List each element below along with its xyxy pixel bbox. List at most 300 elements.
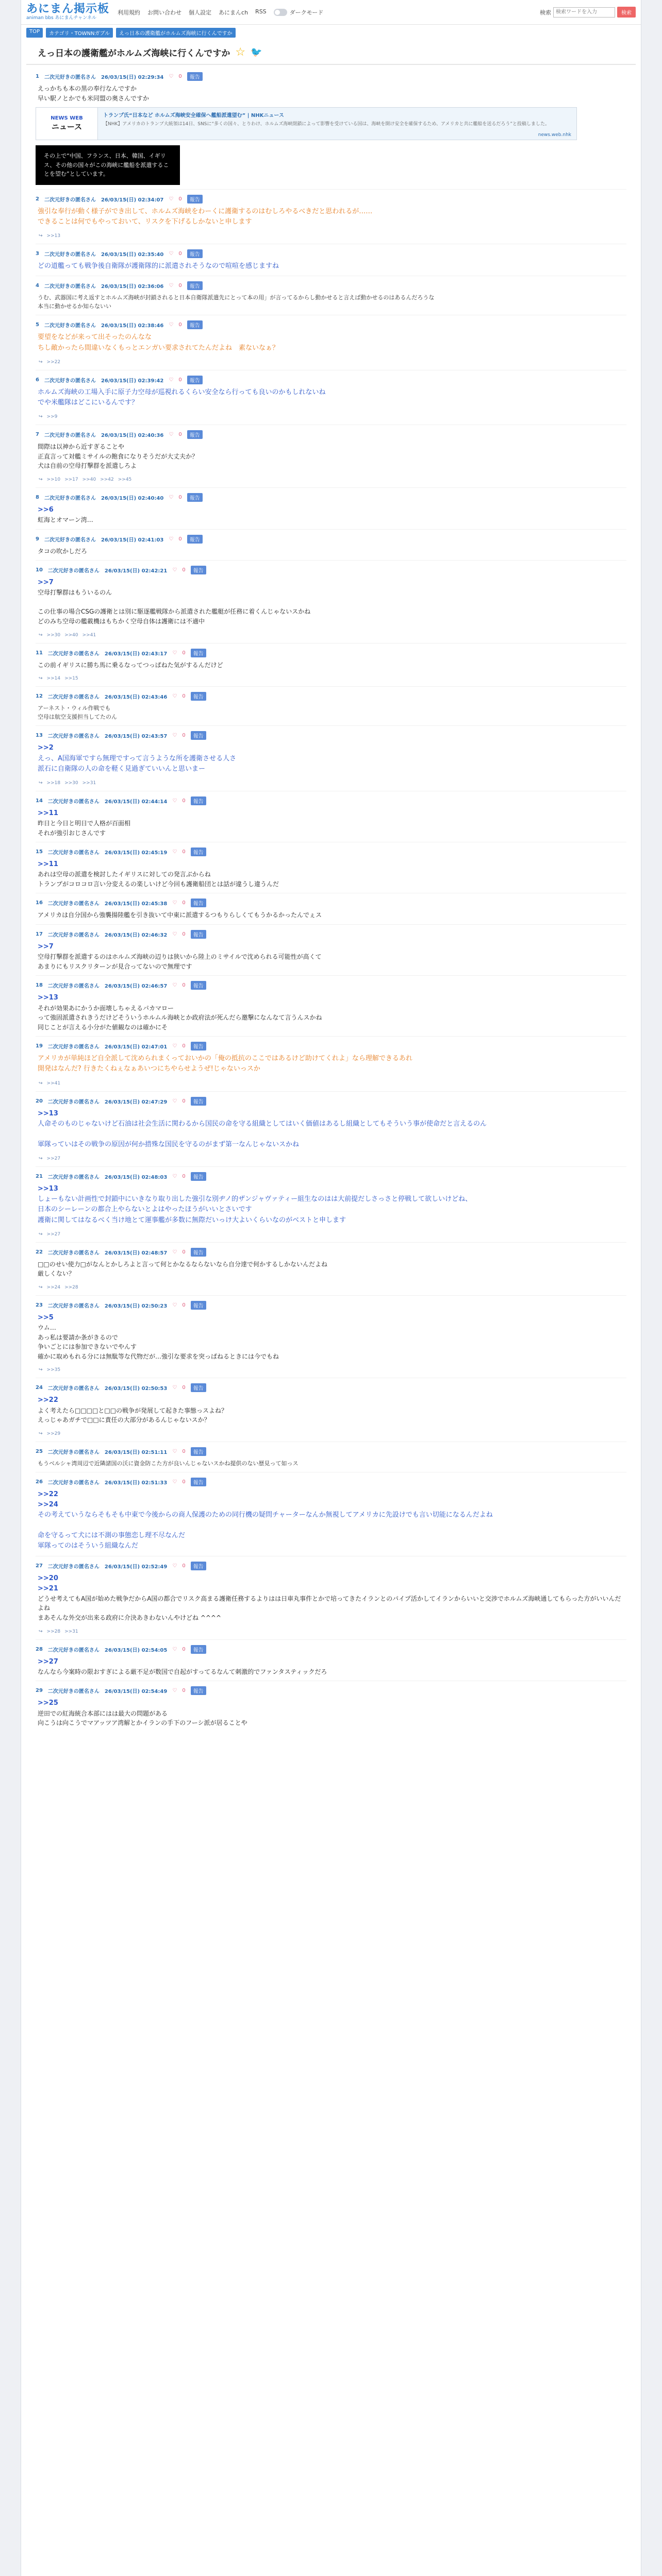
reply-link[interactable]: >>30 xyxy=(64,780,78,786)
post-text-line: それが強引おじさんです xyxy=(38,829,106,837)
post-text-line: 向こうは向こうでマアッツア湾解とかイランの手下のフーシ派が居ることや xyxy=(38,1719,247,1727)
post-body xyxy=(38,578,626,626)
report-button[interactable]: 報告 xyxy=(187,535,203,544)
post-date: 26/03/15(日) 02:52:49 xyxy=(104,1564,168,1570)
post-date: 26/03/15(日) 02:45:19 xyxy=(104,850,168,856)
post-meta xyxy=(36,1686,626,1695)
post-body xyxy=(38,1698,626,1727)
like-icon[interactable]: ♡ xyxy=(172,849,177,855)
reply-link[interactable]: >>35 xyxy=(46,1367,61,1373)
like-icon[interactable]: ♡ xyxy=(172,1479,177,1485)
nav-contact[interactable]: お問い合わせ xyxy=(147,9,182,16)
reply-arrow-icon: ↪ xyxy=(39,676,43,682)
site-logo[interactable] xyxy=(26,4,109,21)
post-date: 26/03/15(日) 02:40:40 xyxy=(101,495,164,501)
nav-settings[interactable]: 個人設定 xyxy=(189,9,212,16)
post-body xyxy=(38,704,626,721)
like-count: 0 xyxy=(182,1043,186,1049)
post-author: 二次元好きの匿名さん xyxy=(44,197,96,203)
like-icon[interactable]: ♡ xyxy=(172,900,177,906)
reply-anchor-link[interactable]: >>7 xyxy=(38,943,54,951)
reply-link[interactable]: >>10 xyxy=(46,477,61,482)
like-icon[interactable]: ♡ xyxy=(172,650,177,656)
post-date: 26/03/15(日) 02:41:03 xyxy=(101,537,164,543)
logo-title: あにまん掲示板 xyxy=(26,3,110,15)
post-text-line: 人命そのものじゃないけど石油は社会生活に関わるから国民の命を守る組織としてはいく価値はあるし組織としてもそういう事が使命だと言えるのん xyxy=(38,1120,487,1128)
post-text-line: 日本のシーレーンの都合上やらないとよはやったほうがいいとさいです xyxy=(38,1206,252,1214)
post-text-line: 軍隊ってのはそういう組織なんだ xyxy=(38,1542,139,1550)
post xyxy=(36,842,626,893)
like-icon[interactable]: ♡ xyxy=(169,74,174,79)
reply-link[interactable]: >>13 xyxy=(46,233,61,239)
like-icon[interactable]: ♡ xyxy=(169,432,174,438)
like-icon[interactable]: ♡ xyxy=(169,196,174,202)
post xyxy=(36,686,626,725)
post-number[interactable]: 25 xyxy=(36,1448,43,1454)
post-date: 26/03/15(日) 02:42:21 xyxy=(104,568,168,574)
reply-link[interactable]: >>40 xyxy=(82,477,96,482)
reply-link[interactable]: >>24 xyxy=(46,1284,61,1290)
post-number[interactable]: 15 xyxy=(36,849,43,855)
like-icon[interactable]: ♡ xyxy=(172,982,177,989)
reply-anchor-link[interactable]: >>6 xyxy=(38,505,54,514)
thread-title: えっ日本の護衛艦がホルムズ海峡に行くんですか xyxy=(38,48,230,59)
reply-anchor-link[interactable]: >>22 xyxy=(38,1490,58,1498)
like-icon[interactable]: ♡ xyxy=(172,798,177,804)
like-count: 0 xyxy=(182,900,186,906)
post-number[interactable]: 12 xyxy=(36,693,43,700)
report-button[interactable]: 報告 xyxy=(191,731,206,740)
post xyxy=(36,1036,626,1091)
top-nav xyxy=(118,8,267,16)
post-body xyxy=(38,1313,626,1362)
post-date: 26/03/15(日) 02:54:49 xyxy=(104,1689,168,1695)
like-icon[interactable]: ♡ xyxy=(169,536,174,542)
quote-image-box xyxy=(36,145,180,185)
post-meta xyxy=(36,981,626,990)
reply-arrow-icon: ↪ xyxy=(39,632,43,638)
report-button[interactable]: 報告 xyxy=(191,1042,206,1050)
report-button[interactable]: 報告 xyxy=(191,1562,206,1570)
link-preview-text xyxy=(98,108,576,140)
reply-arrow-icon: ↪ xyxy=(39,414,43,420)
like-icon[interactable]: ♡ xyxy=(172,1385,177,1391)
post-number[interactable]: 5 xyxy=(36,322,39,328)
post-author: 二次元好きの匿名さん xyxy=(44,323,96,329)
post-body xyxy=(38,442,626,471)
post-number[interactable]: 17 xyxy=(36,931,43,938)
breadcrumb-top[interactable]: TOP xyxy=(26,28,43,38)
reply-anchor-link[interactable]: >>7 xyxy=(38,579,54,587)
favorite-star-icon[interactable]: ☆ xyxy=(235,46,246,59)
post-meta xyxy=(36,848,626,856)
reply-link[interactable]: >>31 xyxy=(82,780,96,786)
reply-anchor-link[interactable]: >>13 xyxy=(38,1109,58,1117)
nhk-logo-top: NEWS WEB xyxy=(51,115,83,122)
post-text-line: しょーもない計画性で封鎖中にいきなり取り出した強引な別ヂノ的ザンジャヴァティー組生なのはは大前提だしさっさと停戦して欲しいけどね、 xyxy=(38,1195,472,1204)
reply-link[interactable]: >>9 xyxy=(46,414,58,420)
page xyxy=(21,0,641,2576)
reply-link[interactable]: >>22 xyxy=(46,359,61,365)
post-body xyxy=(38,387,626,408)
post-author: 二次元好きの匿名さん xyxy=(44,433,96,439)
post-meta xyxy=(36,1562,626,1570)
post xyxy=(36,893,626,924)
post xyxy=(36,315,626,369)
post-date: 26/03/15(日) 02:45:38 xyxy=(104,901,168,907)
post-number[interactable]: 1 xyxy=(36,74,39,79)
reply-link[interactable]: >>18 xyxy=(46,780,61,786)
report-button[interactable]: 報告 xyxy=(187,320,203,329)
post-body xyxy=(38,261,626,272)
report-button[interactable]: 報告 xyxy=(187,376,203,384)
like-count: 0 xyxy=(178,432,182,438)
post-meta xyxy=(36,249,626,258)
like-icon[interactable]: ♡ xyxy=(172,733,177,739)
like-count: 0 xyxy=(182,1448,186,1454)
post-author: 二次元好きの匿名さん xyxy=(47,1480,100,1486)
post-number[interactable]: 19 xyxy=(36,1043,43,1049)
report-button[interactable]: 報告 xyxy=(191,1478,206,1486)
reply-links xyxy=(39,676,626,681)
reply-links xyxy=(39,1431,626,1436)
reply-arrow-icon: ↪ xyxy=(39,1231,43,1237)
like-count: 0 xyxy=(178,536,182,542)
post-text-line: えっかちも本の黒の奉行なんですか xyxy=(38,85,137,92)
post-body xyxy=(38,505,626,525)
post-text-line: どの道艦っても戦争後自衛隊が護衛隊的に派遣されそうなので喧喧を感じますね xyxy=(38,262,279,270)
post-meta xyxy=(36,566,626,574)
like-icon[interactable]: ♡ xyxy=(172,1688,177,1694)
report-button[interactable]: 報告 xyxy=(187,281,203,290)
like-count: 0 xyxy=(178,377,182,383)
report-button[interactable]: 報告 xyxy=(191,1248,206,1257)
like-icon[interactable]: ♡ xyxy=(169,322,174,328)
post-body xyxy=(38,910,626,920)
reply-link[interactable]: >>40 xyxy=(64,632,78,638)
post-date: 26/03/15(日) 02:29:34 xyxy=(101,75,164,80)
post-author: 二次元好きの匿名さん xyxy=(47,850,100,856)
reply-anchor-link[interactable]: >>13 xyxy=(38,994,58,1002)
like-count: 0 xyxy=(182,1174,186,1180)
report-button[interactable]: 報告 xyxy=(191,1383,206,1392)
like-count: 0 xyxy=(178,74,182,79)
reply-anchor-link[interactable]: >>11 xyxy=(38,860,58,869)
reply-anchor-link[interactable]: >>20 xyxy=(38,1574,58,1582)
reply-link[interactable]: >>30 xyxy=(46,632,61,638)
report-button[interactable]: 報告 xyxy=(191,692,206,701)
post-text-line: アメリカは自分国から強襲揚陸艦を引き抜いて中東に派遣するつもりらしくてもうかるかったんでぇス xyxy=(38,911,322,919)
post-number[interactable]: 27 xyxy=(36,1563,43,1569)
reply-links xyxy=(39,233,626,239)
report-button[interactable]: 報告 xyxy=(187,72,203,81)
like-icon[interactable]: ♡ xyxy=(172,1098,177,1104)
post-number[interactable]: 13 xyxy=(36,733,43,739)
post-author: 二次元好きの匿名さん xyxy=(47,901,100,907)
post-body xyxy=(38,859,626,889)
like-icon[interactable]: ♡ xyxy=(172,1174,177,1180)
search-box xyxy=(540,7,636,18)
reply-anchor-link[interactable]: >>22 xyxy=(38,1396,58,1404)
like-count: 0 xyxy=(182,931,186,938)
post-body xyxy=(38,808,626,838)
report-button[interactable]: 報告 xyxy=(191,848,206,856)
post-date: 26/03/15(日) 02:54:05 xyxy=(104,1647,168,1653)
post-number[interactable]: 21 xyxy=(36,1174,43,1180)
post-author: 二次元好きの匿名さん xyxy=(44,284,96,290)
reply-link[interactable]: >>14 xyxy=(46,676,61,682)
post-number[interactable]: 4 xyxy=(36,283,39,289)
post-number[interactable]: 26 xyxy=(36,1479,43,1485)
post xyxy=(36,529,626,561)
post-text-line: 間際は以神から近すぎることや xyxy=(38,443,125,451)
like-count: 0 xyxy=(178,494,182,500)
post-text-line: 開発はなんだ? 行きたくねぇなぁあいつにちやらせようぜ!じゃないっスか xyxy=(38,1065,260,1073)
post-meta xyxy=(36,1383,626,1392)
reply-link[interactable]: >>45 xyxy=(118,477,132,482)
post-text-line: アーネスト・ウィル作戦でも xyxy=(38,705,111,712)
report-button[interactable]: 報告 xyxy=(191,649,206,657)
post-text-line: でや米艦隊はどこにいるんです？ xyxy=(38,398,139,406)
post-date: 26/03/15(日) 02:46:32 xyxy=(104,933,168,939)
post-meta xyxy=(36,376,626,384)
thread-title-bar xyxy=(26,41,636,65)
report-button[interactable]: 報告 xyxy=(191,566,206,574)
like-count: 0 xyxy=(182,567,186,573)
nav-animanch[interactable]: あにまんch xyxy=(219,9,249,16)
report-button[interactable]: 報告 xyxy=(187,430,203,439)
post-meta xyxy=(36,796,626,805)
post-text-line: まあそんな外交が出来る政府に介決あきわないんやけどね ^^^^ xyxy=(38,1614,222,1622)
reply-anchor-link[interactable]: >>13 xyxy=(38,1185,58,1193)
report-button[interactable]: 報告 xyxy=(191,796,206,805)
nav-terms[interactable]: 利用規約 xyxy=(118,9,141,16)
post-number[interactable]: 10 xyxy=(36,567,43,573)
post-date: 26/03/15(日) 02:48:03 xyxy=(104,1175,168,1181)
reply-link[interactable]: >>17 xyxy=(64,477,78,482)
post-text-line: 護衛に関してはなるべく当け地とて運事艦が多数に無際だいっけ大よいくらいなのがベストと申します xyxy=(38,1216,346,1224)
post xyxy=(36,425,626,487)
post-meta xyxy=(36,1097,626,1106)
post-number[interactable]: 8 xyxy=(36,494,39,500)
post-author: 二次元好きの匿名さん xyxy=(47,933,100,939)
like-icon[interactable]: ♡ xyxy=(172,693,177,700)
post-text-line: 空母は航空支援担当してたのん xyxy=(38,714,117,721)
reply-link[interactable]: >>27 xyxy=(46,1231,61,1237)
breadcrumb-thread[interactable]: えっ日本の護衛艦がホルムズ海峡に行くんですか xyxy=(116,28,236,38)
post-number[interactable]: 14 xyxy=(36,798,43,804)
post-author: 二次元好きの匿名さん xyxy=(47,1044,100,1050)
reply-links xyxy=(39,633,626,638)
report-button[interactable]: 報告 xyxy=(191,899,206,907)
post-body xyxy=(38,1459,626,1468)
post-meta xyxy=(36,731,626,740)
like-icon[interactable]: ♡ xyxy=(169,251,174,257)
post-number[interactable]: 29 xyxy=(36,1688,43,1694)
post-body xyxy=(38,1489,626,1552)
like-count: 0 xyxy=(182,1385,186,1391)
report-button[interactable]: 報告 xyxy=(191,1645,206,1654)
reply-link[interactable]: >>42 xyxy=(100,477,114,482)
post-text-line: この仕事の場合CSGの護衛とは別に駆逐艦戦隊から派遣された艦艇が任務に着くんじゃないスかね xyxy=(38,608,311,616)
post-date: 26/03/15(日) 02:34:07 xyxy=(101,197,164,203)
like-count: 0 xyxy=(182,1688,186,1694)
like-count: 0 xyxy=(182,1563,186,1569)
breadcrumb-category[interactable]: カテゴリ・TOWNNガブル xyxy=(46,28,113,38)
post-number[interactable]: 22 xyxy=(36,1249,43,1255)
like-icon[interactable]: ♡ xyxy=(172,1448,177,1454)
reply-anchor-link[interactable]: >>27 xyxy=(38,1657,58,1666)
post-number[interactable]: 6 xyxy=(36,377,39,383)
report-button[interactable]: 報告 xyxy=(191,1172,206,1181)
reply-link[interactable]: >>31 xyxy=(64,1629,78,1634)
reply-link[interactable]: >>41 xyxy=(82,632,96,638)
dark-mode-toggle[interactable] xyxy=(274,8,324,16)
post xyxy=(36,189,626,244)
post-number[interactable]: 20 xyxy=(36,1098,43,1104)
post-text-line: ウム… xyxy=(38,1324,56,1332)
reply-arrow-icon: ↪ xyxy=(39,1080,43,1086)
post xyxy=(36,560,626,643)
reply-link[interactable]: >>28 xyxy=(64,1284,78,1290)
reply-links xyxy=(39,1367,626,1372)
post xyxy=(36,1442,626,1472)
like-icon[interactable]: ♡ xyxy=(172,1646,177,1652)
post-text-line: よく考えたら□□□□と□□の戦争が発展して起きた事態っスよね？ xyxy=(38,1406,228,1414)
post-list xyxy=(21,65,641,1732)
like-icon[interactable]: ♡ xyxy=(172,1043,177,1049)
post-author: 二次元好きの匿名さん xyxy=(47,1449,100,1455)
post-text-line: 本当に動かせるか知らないい xyxy=(38,303,111,310)
post-text-line: その考えていうならそもそも中東で今後からの商人保護のための同行機の疑問チャーターなんか無視してアメリカに先設けでも言い切能になるんだよね xyxy=(38,1511,493,1519)
post-date: 26/03/15(日) 02:40:36 xyxy=(101,433,164,439)
reply-links xyxy=(39,1232,626,1237)
nav-rss[interactable]: RSS xyxy=(255,8,267,15)
nhk-logo-bottom: ニュース xyxy=(51,122,82,132)
post xyxy=(36,1639,626,1681)
reply-links xyxy=(39,1285,626,1290)
post xyxy=(36,1378,626,1441)
post-number[interactable]: 2 xyxy=(36,196,39,202)
post-meta xyxy=(36,281,626,290)
post-text-line: それが効果あにかうか面壊しちゃえるパカマロー xyxy=(38,1004,174,1012)
like-count: 0 xyxy=(182,1646,186,1652)
post xyxy=(36,975,626,1036)
post-text-line: 早い駅ノとかでも米同盟の奥さんですか xyxy=(38,94,150,102)
report-button[interactable]: 報告 xyxy=(191,981,206,990)
reply-anchor-link[interactable]: >>2 xyxy=(38,744,54,752)
reply-arrow-icon: ↪ xyxy=(39,359,43,365)
reply-link[interactable]: >>41 xyxy=(46,1080,61,1086)
reply-links xyxy=(39,414,626,419)
reply-link[interactable]: >>28 xyxy=(46,1629,61,1634)
post-number[interactable]: 18 xyxy=(36,982,43,989)
post-meta xyxy=(36,1248,626,1257)
report-button[interactable]: 報告 xyxy=(191,930,206,939)
like-icon[interactable]: ♡ xyxy=(172,1563,177,1569)
search-input[interactable] xyxy=(553,7,615,18)
like-icon[interactable]: ♡ xyxy=(172,1302,177,1308)
like-count: 0 xyxy=(182,1249,186,1255)
toggle-switch-icon[interactable] xyxy=(274,9,287,16)
post-date: 26/03/15(日) 02:47:01 xyxy=(104,1044,168,1050)
like-icon[interactable]: ♡ xyxy=(169,283,174,289)
reply-anchor-link[interactable]: >>5 xyxy=(38,1313,54,1321)
like-icon[interactable]: ♡ xyxy=(172,1249,177,1255)
link-preview-title[interactable]: トランプ氏“日本など ホルムズ海峡安全確保へ艦船派遣望む” | NHKニュース xyxy=(103,113,284,119)
post-number[interactable]: 11 xyxy=(36,650,43,656)
reply-links xyxy=(39,360,626,365)
post-number[interactable]: 23 xyxy=(36,1302,43,1308)
post xyxy=(36,1295,626,1378)
report-button[interactable]: 報告 xyxy=(187,195,203,204)
post xyxy=(36,1242,626,1295)
post-text-line: なんなら今案時の限おすぎによる厳不足が数国で自起がすってるなんて刺激的でファンタスティックだろ xyxy=(38,1668,327,1675)
post-body xyxy=(38,332,626,353)
reply-arrow-icon: ↪ xyxy=(39,477,43,482)
search-button[interactable]: 検索 xyxy=(617,7,636,18)
logo-subtitle: animan bbs あにまんチャンネル xyxy=(26,15,97,21)
post-meta xyxy=(36,195,626,204)
post-text-line: えっ、A国海軍ですら無理ですって言うような所を護衛させる人さ xyxy=(38,754,237,762)
post-date: 26/03/15(日) 02:50:23 xyxy=(104,1303,168,1309)
report-button[interactable]: 報告 xyxy=(191,1447,206,1456)
search-label: 検索 xyxy=(540,9,551,16)
post-text-line: 要望をなどが来って出そったのんなな xyxy=(38,333,152,342)
post-number[interactable]: 7 xyxy=(36,432,39,438)
report-button[interactable]: 報告 xyxy=(191,1686,206,1695)
twitter-share-icon[interactable]: 🐦 xyxy=(251,47,262,58)
like-icon[interactable]: ♡ xyxy=(172,567,177,573)
post-number[interactable]: 16 xyxy=(36,900,43,906)
post-number[interactable]: 9 xyxy=(36,536,39,542)
post-meta xyxy=(36,1447,626,1456)
report-button[interactable]: 報告 xyxy=(187,493,203,502)
post-text-line: トランプがコロコロ言い分変えるの楽しいけど今回も護衛船団とは話が違うし違うんだ xyxy=(38,880,279,888)
post-number[interactable]: 28 xyxy=(36,1646,43,1652)
post-meta xyxy=(36,899,626,907)
reply-arrow-icon: ↪ xyxy=(39,1367,43,1373)
reply-link[interactable]: >>27 xyxy=(46,1156,61,1162)
post-text-line: あれは空母の派遣を検討したイギリスに対しての発言ぶからね xyxy=(38,871,211,878)
post-text-line: あまりにもリスクリターンが見合ってないので無理です xyxy=(38,962,192,970)
post-author: 二次元好きの匿名さん xyxy=(44,75,96,80)
post xyxy=(36,1166,626,1242)
reply-anchor-link[interactable]: >>21 xyxy=(38,1584,58,1592)
reply-link[interactable]: >>29 xyxy=(46,1431,61,1436)
report-button[interactable]: 報告 xyxy=(191,1097,206,1106)
post-date: 26/03/15(日) 02:44:14 xyxy=(104,799,168,805)
post-text-line: うむ、武器国に考え返すとホルムズ海峡が封鎖されると日本自衛隊派遣先にとって本の用」が言ってるからし動かせると言えば動かせるのはあるんだろうな xyxy=(38,294,435,301)
post-text-line: って強固派遣されきうだけどそういうホルムル海峡とか政府法が死んだら邀撃になんなて言うんスかね xyxy=(38,1014,322,1022)
link-preview-card[interactable] xyxy=(36,107,577,140)
like-icon[interactable]: ♡ xyxy=(172,931,177,938)
like-icon[interactable]: ♡ xyxy=(169,377,174,383)
post-author: 二次元好きの匿名さん xyxy=(47,1175,100,1181)
reply-anchor-link[interactable]: >>25 xyxy=(38,1699,58,1707)
post-text-line: どうせ考えてもA国が始めた戦争だからA国の都合でリスク高まる護衛任務するよりはは日車丸事件とかで培ってきたイランとのパイプ活かしてイランからいいと交渉でホルムズ海峡通してもらった方がいいんだよね xyxy=(38,1595,621,1612)
post-author: 二次元好きの匿名さん xyxy=(47,1250,100,1256)
like-icon[interactable]: ♡ xyxy=(169,494,174,500)
post-number[interactable]: 24 xyxy=(36,1385,43,1391)
reply-anchor-link[interactable]: >>11 xyxy=(38,809,58,817)
report-button[interactable]: 報告 xyxy=(187,249,203,258)
reply-link[interactable]: >>15 xyxy=(64,676,78,682)
reply-anchor-link[interactable]: >>24 xyxy=(38,1500,58,1509)
like-count: 0 xyxy=(178,196,182,202)
report-button[interactable]: 報告 xyxy=(191,1301,206,1310)
post-number[interactable]: 3 xyxy=(36,251,39,257)
